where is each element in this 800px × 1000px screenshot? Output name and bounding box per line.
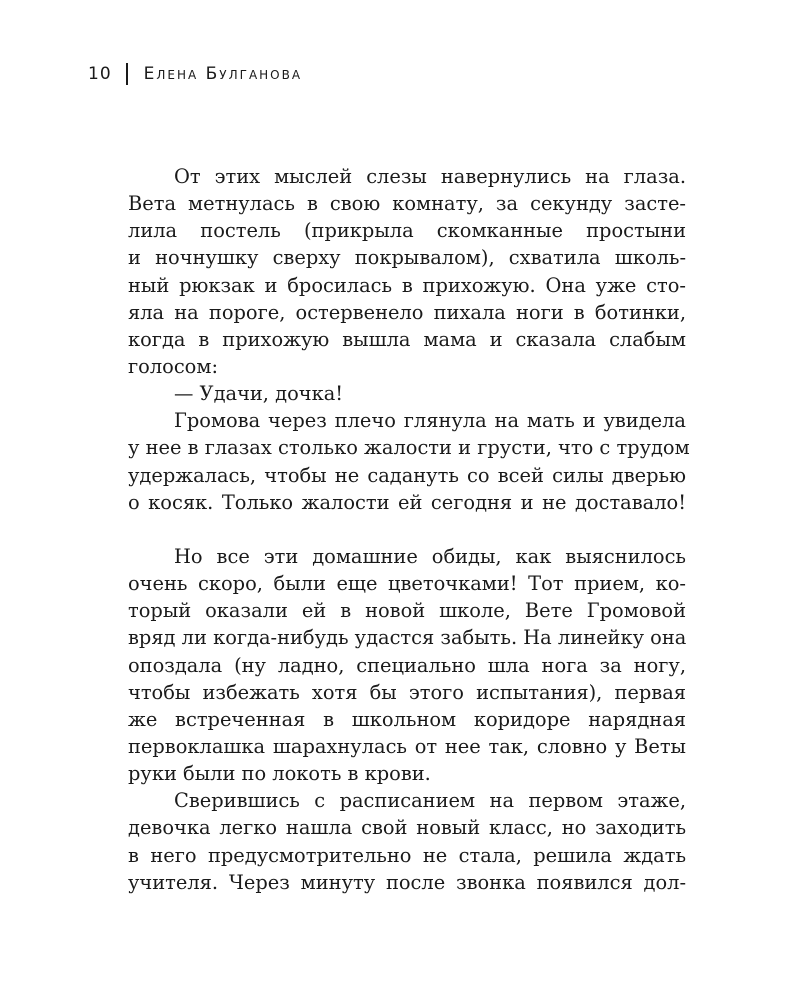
text-line: Вета метнулась в свою комнату, за секунду засте- (128, 192, 686, 216)
text-line: же встреченная в школьном коридоре нарядная (128, 707, 686, 731)
text-line: яла на пороге, остервенело пихала ноги в ботинки, (128, 300, 686, 324)
header-divider (126, 63, 128, 85)
text-line: торый оказали ей в новой школе, Вете Громовой (128, 599, 686, 623)
page-number: 10 (88, 64, 112, 84)
text-line: руки были по локоть в крови. (128, 762, 431, 786)
dialogue-line: — Удачи, дочка! (174, 382, 344, 406)
text-line: голосом: (128, 354, 218, 378)
text-line: Но все эти домашние обиды, как выяснилось (174, 545, 686, 568)
text-line: вряд ли когда-нибудь удастся забыть. На линейку она (128, 626, 687, 650)
text-line: девочка легко нашла свой новый класс, но заходить (128, 816, 686, 840)
text-line: опоздала (ну ладно, специально шла нога за ногу, (128, 653, 686, 677)
text-line: и ночнушку сверху покрывалом), схватила школь- (128, 246, 686, 270)
text-line: Сверившись с расписанием на первом этаже, (174, 789, 686, 813)
text-line: ный рюкзак и бросилась в прихожую. Она уже сто- (128, 273, 686, 297)
text-section-1 (128, 163, 690, 516)
text-line: удержалась, чтобы не садануть со всей силы дверью (128, 463, 686, 487)
text-section-2 (128, 543, 686, 896)
running-header (88, 62, 302, 86)
text-line: у нее в глазах столько жалости и грусти, что с трудом (128, 436, 690, 460)
text-line: когда в прихожую вышла мама и сказала слабым (128, 327, 686, 351)
text-line: первоклашка шарахнулась от нее так, словно у Веты (128, 734, 686, 758)
text-line: учителя. Через минуту после звонка появился дол- (128, 870, 686, 894)
text-line: чтобы избежать хотя бы этого испытания), первая (128, 680, 686, 704)
text-line: От этих мыслей слезы навернулись на глаза. (174, 165, 686, 188)
text-line: лила постель (прикрыла скомканные простыни (128, 219, 686, 243)
author-name: Елена Булганова (143, 64, 303, 84)
text-line: Громова через плечо глянула на мать и увидела (174, 409, 686, 433)
text-line: в него предусмотрительно не стала, решила ждать (128, 843, 686, 867)
text-line: о косяк. Только жалости ей сегодня и не доставало! (128, 490, 686, 514)
text-line: очень скоро, были еще цветочками! Тот прием, ко- (128, 572, 686, 596)
